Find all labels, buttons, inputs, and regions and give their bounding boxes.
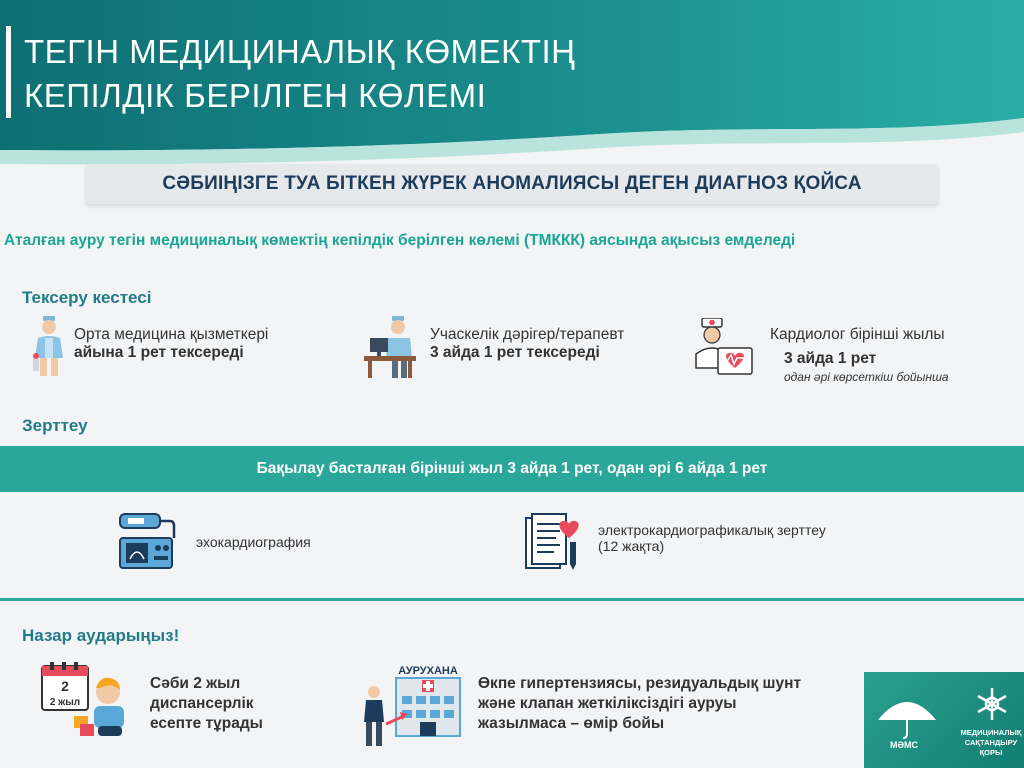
schedule-cardiologist-line2: 3 айда 1 рет: [784, 350, 877, 367]
attention-lifelong-line2: және клапан жеткіліксіздігі ауруы: [478, 695, 737, 712]
research-item-echo: эхокардиография: [196, 534, 311, 550]
title-line-1: ТЕГІН МЕДИЦИНАЛЫҚ КӨМЕКТІҢ: [24, 33, 576, 70]
svg-text:2: 2: [61, 678, 69, 694]
schedule-nurse-line2: айына 1 рет тексереді: [74, 344, 244, 361]
research-ecg-line2: (12 жақта): [598, 538, 665, 554]
logos-area: [864, 672, 1024, 768]
attention-item-lifelong: [478, 674, 801, 734]
umbrella-logo-icon: [876, 690, 938, 740]
schedule-therapist-line1: Учаскелік дәрігер/терапевт: [430, 326, 625, 343]
schedule-cardiologist-line1: Кардиолог бірінші жылы: [770, 326, 945, 343]
attention-lifelong-line1: Өкпе гипертензиясы, резидуальдық шунт: [478, 675, 802, 692]
attention-dispensary-line3: есепте тұрады: [150, 715, 263, 732]
diagnosis-banner: [86, 164, 938, 204]
snowflake-logo-icon: [974, 686, 1010, 722]
title-line-2: КЕПІЛДІК БЕРІЛГЕН КӨЛЕМІ: [24, 77, 487, 114]
intro-text: Аталған ауру тегін медициналық көмектің кепілдік берілген көлемі (ТМККК) аясында ақысыз емделеді: [4, 232, 796, 249]
schedule-therapist-line2: 3 айда 1 рет тексереді: [430, 344, 600, 361]
hospital-icon: [356, 662, 464, 750]
fund-text-line2: САҚТАНДЫРУ: [964, 738, 1018, 747]
research-frequency-band: [0, 446, 1024, 492]
attention-dispensary-line1: Сәби 2 жыл: [150, 675, 241, 692]
calendar-sign-text: 2 жыл: [49, 697, 81, 708]
insurance-fund-logo-text: [958, 728, 1024, 758]
diagnosis-banner-text: СӘБИІҢІЗГЕ ТУА БІТКЕН ЖҮРЕК АНОМАЛИЯСЫ ДЕГЕН ДИАГНОЗ ҚОЙСА: [162, 173, 862, 194]
header: [0, 0, 1024, 170]
cardiologist-icon: [690, 318, 754, 378]
schedule-item-nurse: [74, 326, 268, 362]
section-divider: [0, 598, 1024, 601]
ultrasound-icon: [118, 512, 178, 570]
research-frequency-text: Бақылау басталған бірінші жыл 3 айда 1 рет, одан әрі 6 айда 1 рет: [256, 460, 768, 477]
attention-item-dispensary: [150, 674, 263, 734]
ecg-document-icon: [524, 512, 584, 572]
schedule-item-cardiologist: [770, 326, 945, 344]
research-item-ecg: [598, 522, 826, 554]
schedule-nurse-line1: Орта медицина қызметкері: [74, 326, 269, 343]
schedule-heading: Тексеру кестесі: [22, 288, 152, 307]
research-heading: Зерттеу: [22, 416, 88, 435]
calendar-child-icon: [40, 660, 128, 738]
nurse-icon: [30, 316, 68, 378]
attention-lifelong-line3: жазылмаса – өмір бойы: [478, 715, 665, 732]
doctor-desk-icon: [364, 316, 416, 378]
hospital-sign-text: АУРУХАНА: [398, 665, 458, 677]
fund-text-line3: ҚОРЫ: [979, 748, 1003, 757]
research-ecg-line1: электрокардиографикалық зерттеу: [598, 522, 826, 538]
mams-logo-text: МӘМС: [890, 740, 919, 750]
schedule-item-therapist: [430, 326, 624, 362]
attention-heading: Назар аударыңыз!: [22, 626, 180, 645]
schedule-item-cardiologist-detail: [784, 350, 949, 384]
fund-text-line1: МЕДИЦИНАЛЫҚ: [960, 728, 1022, 737]
title-accent-bar: [6, 26, 11, 118]
attention-dispensary-line2: диспансерлік: [150, 695, 254, 712]
schedule-cardiologist-note: одан әрі көрсеткіш бойынша: [784, 370, 949, 384]
page-title: [24, 30, 576, 118]
